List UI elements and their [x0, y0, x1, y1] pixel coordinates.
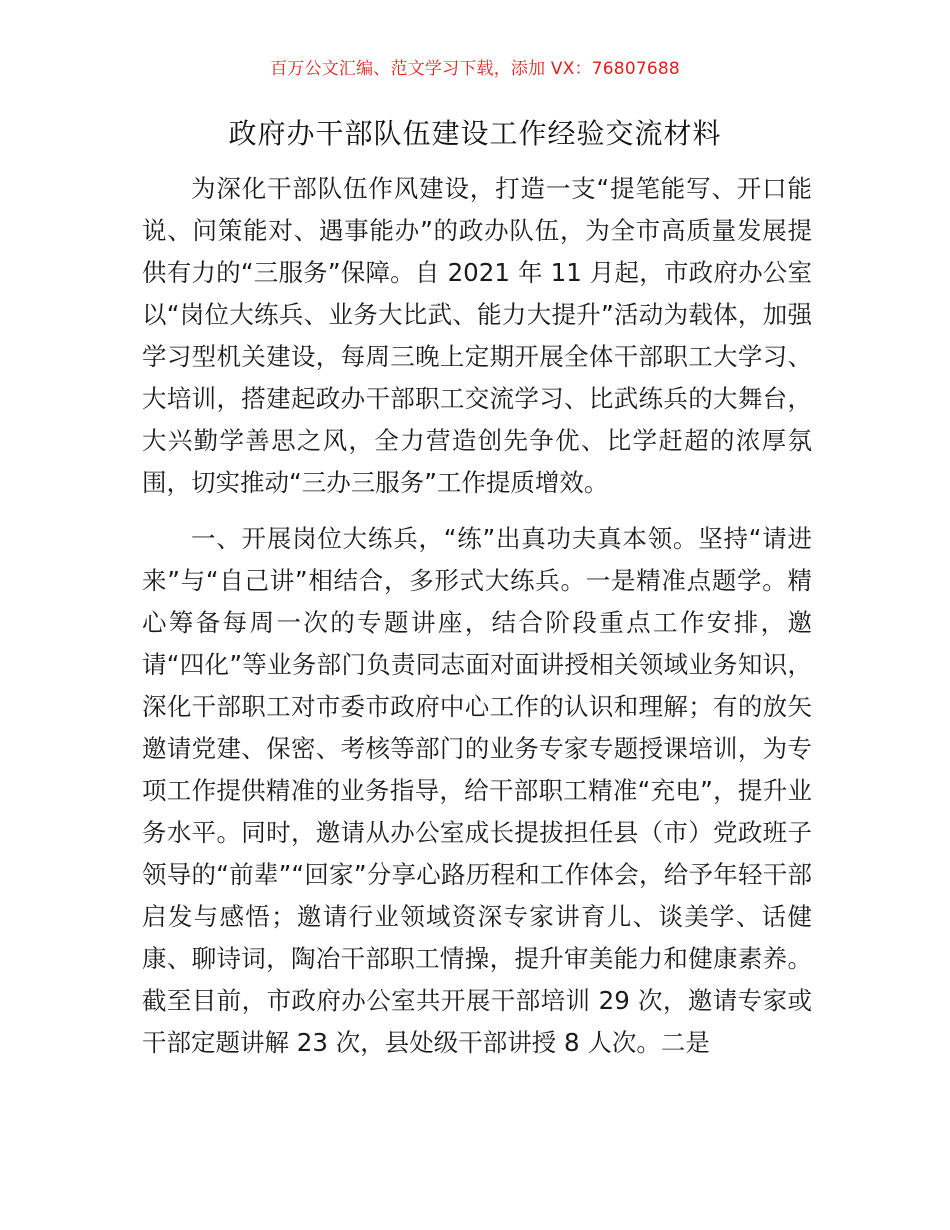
paragraph-section-one: 一、开展岗位大练兵，“练”出真功夫真本领。坚持“请进来”与“自己讲”相结合，多形式大练兵。一是精准点题学。精心筹备每周一次的专题讲座，结合阶段重点工作安排，邀请“四化”等业务部门负责同志面对面讲授相关领域业务知识，深化干部职工对市委市政府中心工作的认识和理解；有的放矢邀请党建、保密、考核等部门的业务专家专题授课培训，为专项工作提供精准的业务指导，给干部职工精准“充电”，提升业务水平。同时，邀请从办公室成长提拔担任县（市）党政班子领导的“前辈”“回家”分享心路历程和工作体会，给予年轻干部启发与感悟；邀请行业领域资深专家讲育儿、谈美学、话健康、聊诗词，陶冶干部职工情操，提升审美能力和健康素养。截至目前，市政府办公室共开展干部培训 29 次，邀请专家或干部定题讲解 23 次，县处级干部讲授 8 人次。二是 — [142, 524, 812, 1057]
document-title: 政府办干部队伍建设工作经验交流材料 — [228, 117, 722, 150]
watermark-header: 百万公文汇编、范文学习下载，添加 VX：76807688 — [270, 59, 680, 79]
document-body — [142, 168, 812, 1064]
paragraph-intro: 为深化干部队伍作风建设，打造一支“提笔能写、开口能说、问策能对、遇事能办”的政办队伍，为全市高质量发展提供有力的“三服务”保障。自 2021 年 11 月起，市政府办公室以“岗位大练兵、业务大比武、能力大提升”活动为载体，加强学习型机关建设，每周三晚上定期开展全体干部职工大学习、大培训，搭建起政办干部职工交流学习、比武练兵的大舞台，大兴勤学善思之风，全力营造创先争优、比学赶超的浓厚氛围，切实推动“三办三服务”工作提质增效。 — [142, 174, 812, 497]
